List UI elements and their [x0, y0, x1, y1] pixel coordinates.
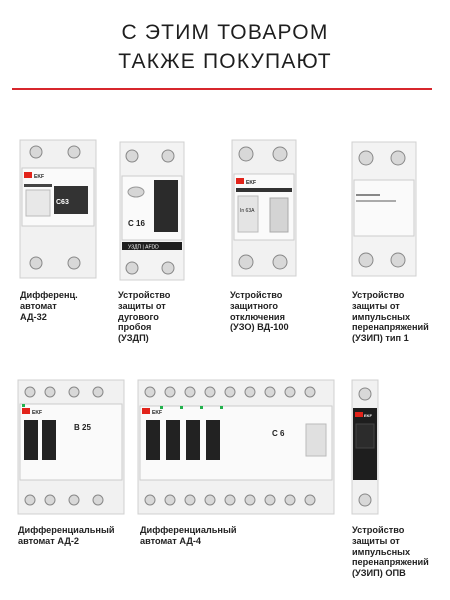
caption-line: Дифференциальный — [140, 525, 237, 535]
svg-text:EKF: EKF — [152, 410, 162, 416]
caption-line: автомат АД-2 — [18, 535, 80, 546]
svg-text:EKF: EKF — [32, 410, 42, 416]
caption-line: (УЗИП) тип 1 — [352, 333, 409, 344]
rating-label-uzo: In 63A — [240, 208, 255, 214]
caption-line: пробоя — [118, 322, 152, 333]
caption-line: (УЗО) ВД-100 — [230, 322, 289, 333]
caption-line: (УЗДП) — [118, 333, 149, 344]
product-card-ad2[interactable] — [16, 378, 126, 546]
heading-line-1: С ЭТИМ ТОВАРОМ — [121, 21, 329, 44]
product-card-ad32[interactable] — [18, 138, 104, 322]
caption-line: (УЗИП) ОПВ — [352, 568, 406, 579]
caption-line: дугового — [118, 311, 159, 322]
caption-line: автомат АД-4 — [140, 535, 202, 546]
product-image-uzo[interactable] — [230, 138, 310, 288]
caption-line: Устройство — [352, 290, 405, 300]
product-image-uzip-opv[interactable] — [350, 378, 380, 518]
section-heading — [0, 18, 450, 76]
caption-line: Дифференц. — [20, 290, 78, 300]
product-card-uzo[interactable] — [230, 138, 310, 333]
label-uzdp: УЗДП | AFDD — [128, 244, 159, 251]
caption-line: импульсных — [352, 311, 411, 322]
caption-line: Устройство — [230, 290, 283, 300]
caption-line: защиты от — [352, 535, 400, 546]
caption-line: перенапряжений — [352, 557, 429, 568]
product-image-ad4[interactable] — [136, 378, 336, 518]
product-card-ad4[interactable] — [136, 378, 336, 546]
product-image-ad2[interactable] — [16, 378, 126, 518]
caption-line: Дифференциальный — [18, 525, 115, 535]
caption-line: Устройство — [118, 290, 171, 300]
caption-line: отключения — [230, 311, 285, 322]
caption-line: перенапряжений — [352, 322, 429, 333]
rating-label-ad4: C 6 — [272, 429, 285, 438]
svg-text:EKF: EKF — [364, 413, 372, 418]
heading-divider — [12, 88, 432, 90]
product-card-uzip-opv[interactable] — [350, 378, 440, 588]
caption-line: Устройство — [352, 525, 405, 535]
heading-line-2: ТАКЖЕ ПОКУПАЮТ — [118, 50, 332, 73]
caption-line: импульсных — [352, 546, 411, 557]
product-image-ad32[interactable] — [18, 138, 104, 288]
svg-text:EKF: EKF — [246, 180, 256, 186]
caption-line: АД-32 — [20, 311, 47, 322]
caption-line: защитного — [230, 300, 278, 311]
caption-line: защиты от — [118, 300, 166, 311]
rating-label-ad2: B 25 — [74, 423, 91, 432]
caption-line: защиты от — [352, 300, 400, 311]
rating-label-ad32: C63 — [56, 199, 69, 206]
product-card-uzdp[interactable] — [118, 140, 200, 344]
svg-text:EKF: EKF — [34, 174, 44, 180]
product-card-uzip-t1[interactable] — [350, 140, 430, 344]
product-image-uzip-t1[interactable] — [350, 140, 430, 290]
caption-line: автомат — [20, 300, 57, 311]
product-image-uzdp[interactable] — [118, 140, 200, 290]
rating-label-uzdp: C 16 — [128, 219, 145, 228]
